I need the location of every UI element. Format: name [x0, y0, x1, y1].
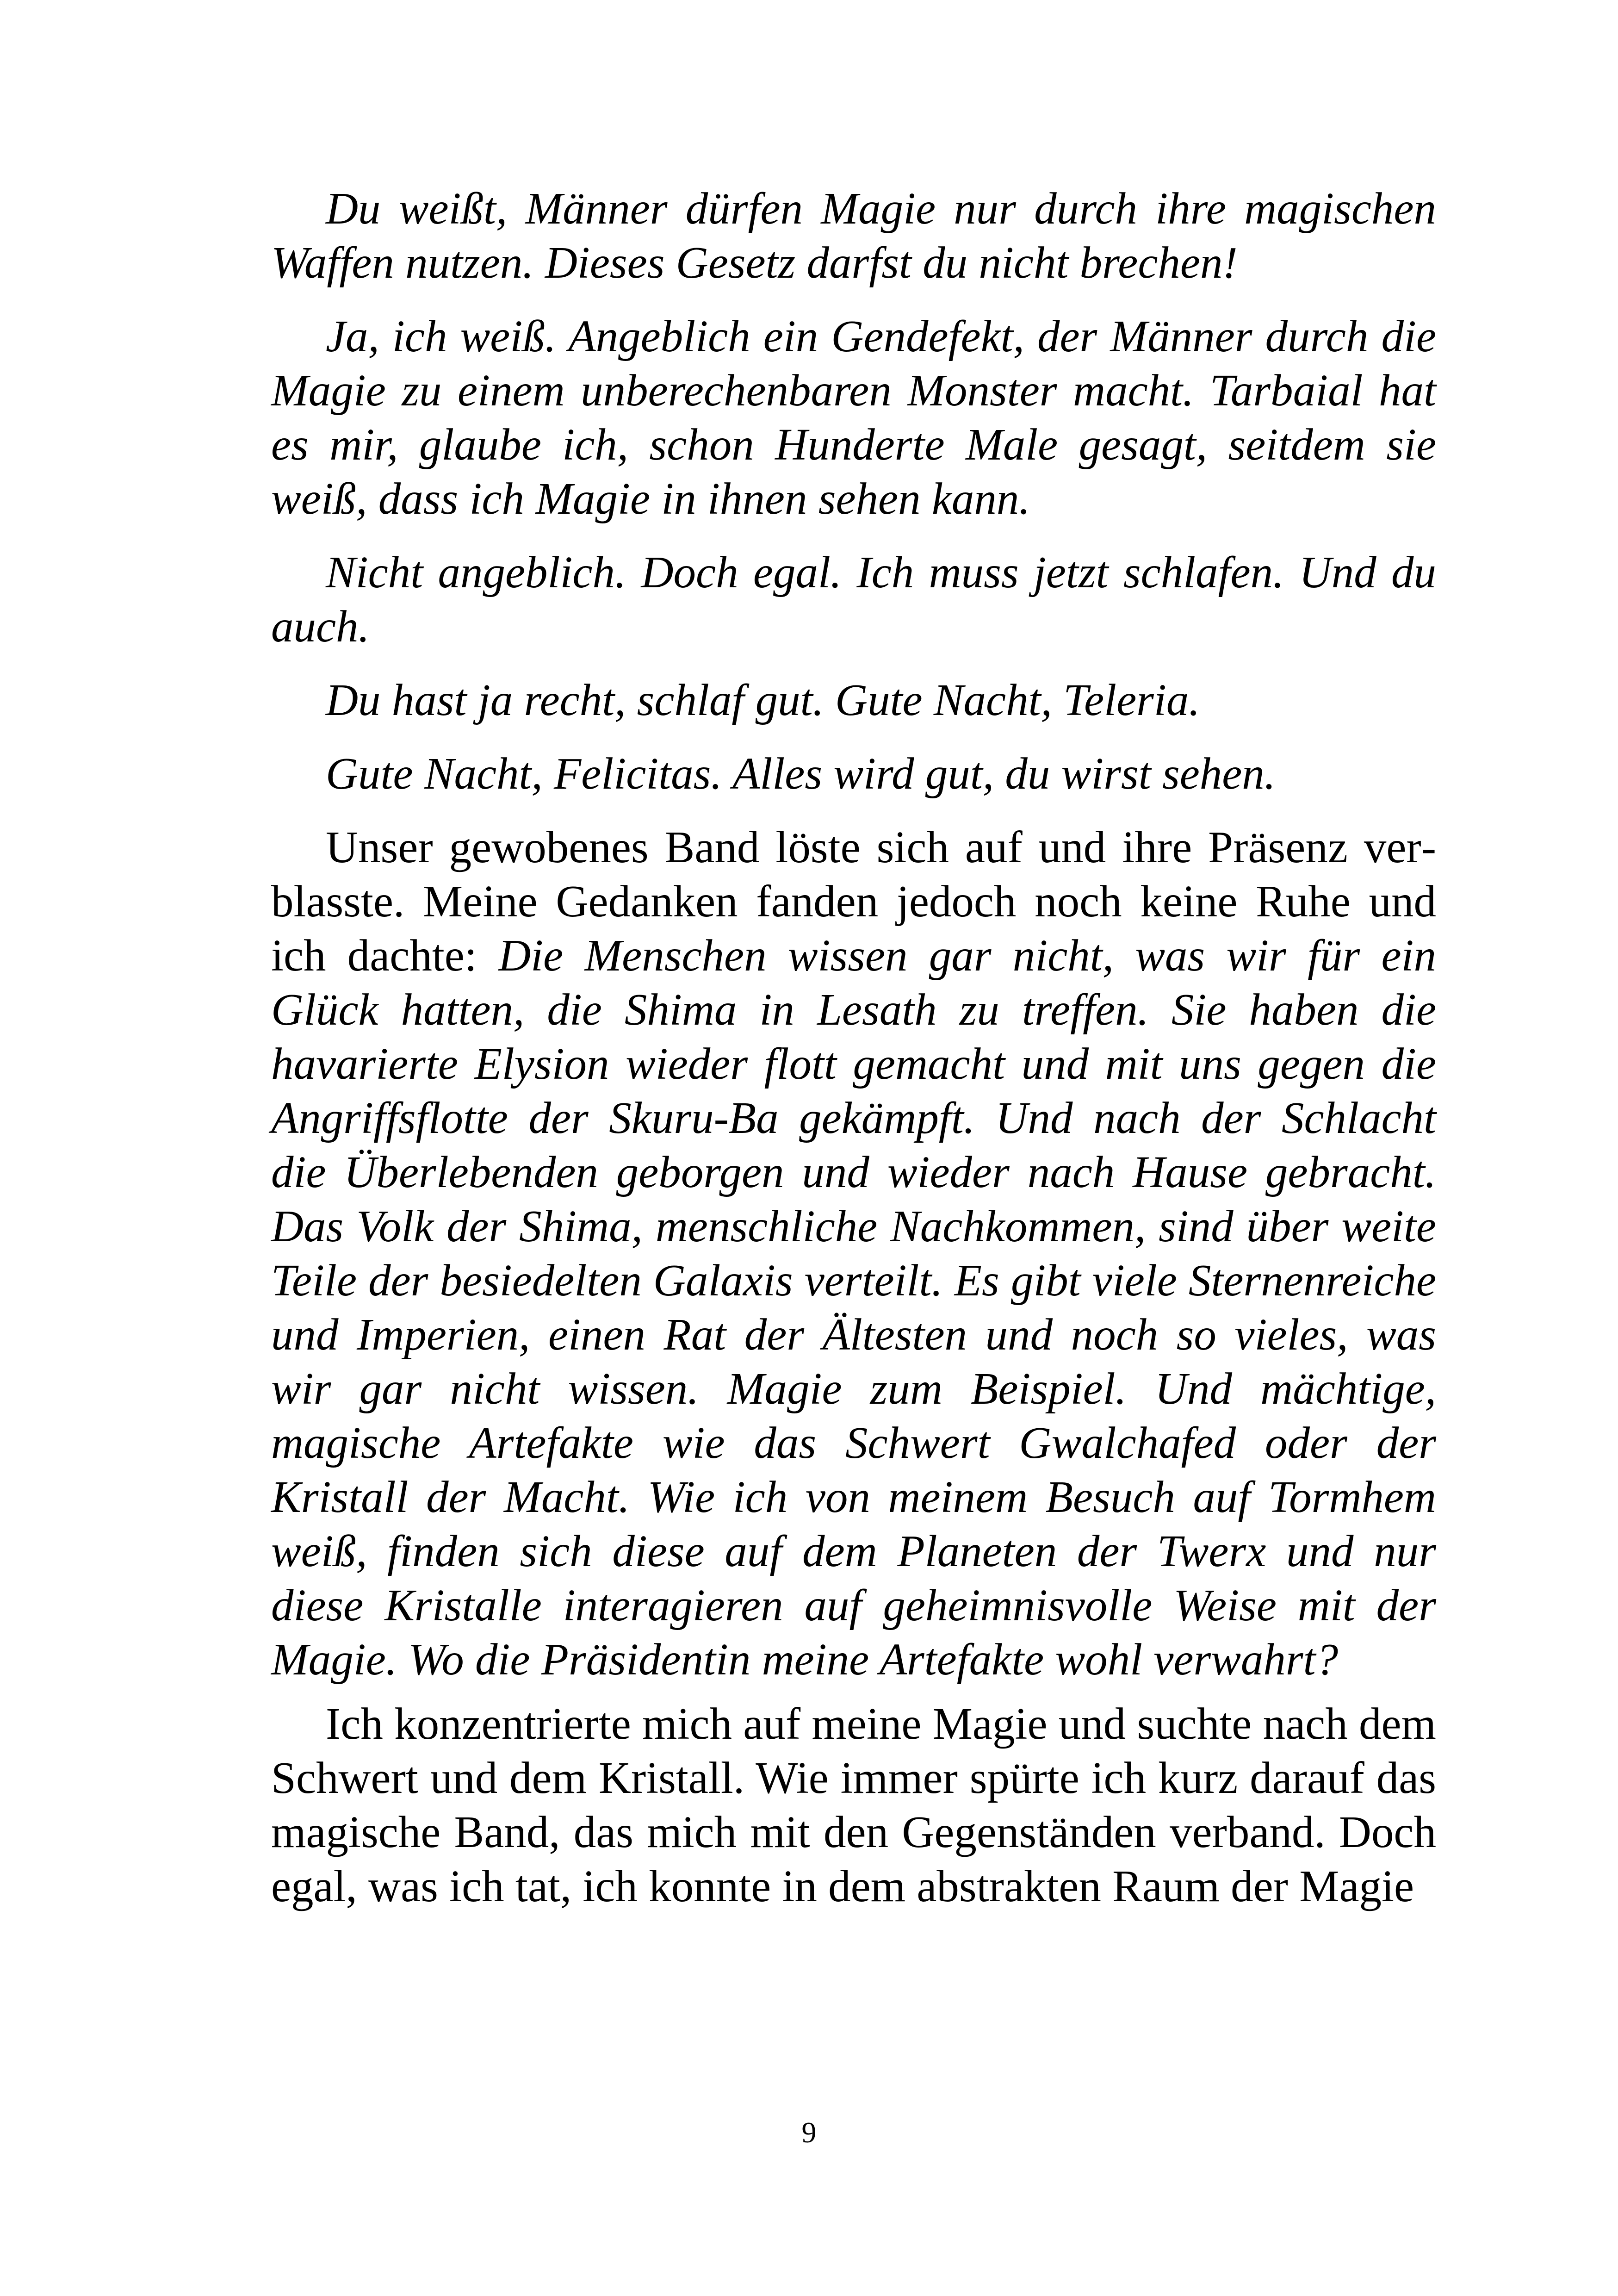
paragraph-dialogue-3: Nicht angeblich. Doch egal. Ich muss jetzt schlafen. Und du auch. [271, 548, 1436, 651]
page-number: 9 [801, 2116, 817, 2149]
narration-thought: Die Menschen wissen gar nicht, was wir für ein Glück hatten, die Shima in Lesath zu treffen. Sie haben die havarierte Elysion wieder flott gemacht und mit uns gegen die Angriffsflotte der Skuru-Ba gekämpft. Und nach der Schlacht die Überlebenden geborgen und wieder nach Hause gebracht. Das Volk der Shima, menschliche Nachkommen, sind über weite Teile der besiedelten Galaxis verteilt. Es gibt viele Sternenreiche und Imperien, einen Rat der Ältesten und noch so vieles, was wir gar nicht wissen. Magie zum Beispiel. Und mächtige, magische Artefakte wie das Schwert Gwalchafed oder der Kristall der Macht. Wie ich von meinem Besuch auf Tormhem weiß, finden sich diese auf dem Planeten der Twerx und nur diese Kristalle interagieren auf geheimnisvolle Weise mit der Magie. Wo die Präsidentin meine Artefakte wohl verwahrt? [271, 931, 1436, 1684]
paragraph-dialogue-5: Gute Nacht, Felicitas. Alles wird gut, du wirst sehen. [326, 749, 1276, 798]
paragraph-narration-1 [271, 820, 1436, 1686]
body-text [271, 181, 1436, 1913]
paragraph-dialogue-4: Du hast ja recht, schlaf gut. Gute Nacht, Teleria. [326, 675, 1200, 725]
paragraph-dialogue-2: Ja, ich weiß. Angeblich ein Gendefekt, der Männer durch die Magie zu einem unberechenbaren Monster macht. Tarbaial hat es mir, glaube ich, schon Hunderte Male gesagt, seitdem sie weiß, dass ich Magie in ihnen sehen kann. [271, 311, 1436, 523]
paragraph-narration-2: Ich konzentrierte mich auf meine Magie und suchte nach dem Schwert und dem Kristall. Wie immer spürte ich kurz darauf das magische Band, das mich mit den Gegenständen verband. Doch egal, was ich tat, ich konnte in dem abstrakten Raum der Magie [271, 1699, 1436, 1911]
narration-lead: Unser gewobenes Band löste sich auf und ihre Präsenz verblasste. Meine Gedanken fanden jedoch noch keine Ruhe und ich dachte: [271, 822, 1436, 980]
paragraph-dialogue-1: Du weißt, Männer dürfen Magie nur durch ihre magischen Waffen nutzen. Dieses Gesetz darfst du nicht brechen! [271, 184, 1436, 287]
